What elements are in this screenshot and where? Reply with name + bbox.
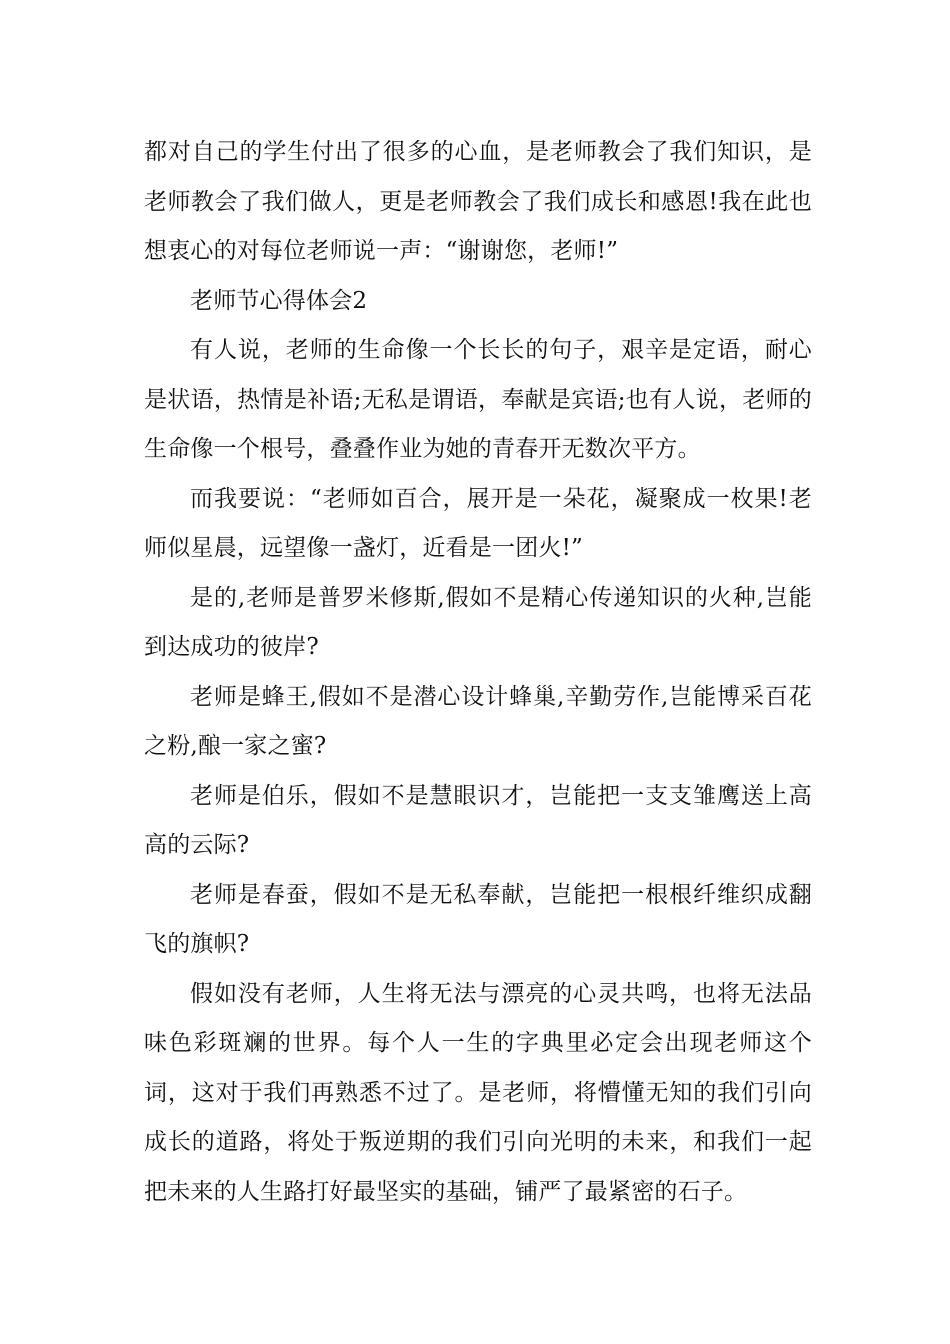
section-heading: 老师节心得体会2 [190, 287, 368, 314]
document-body [144, 128, 812, 1217]
paragraph-8: 假如没有老师，人生将无法与漂亮的心灵共鸣，也将无法品味色彩斑斓的世界。每个人一生的字典里必定会出现老师这个词，这对于我们再熟悉不过了。是老师，将懵懂无知的我们引向成长的道路，将处于叛逆期的我们引向光明的未来，和我们一起把未来的人生路打好最坚实的基础，铺严了最紧密的石子。 [144, 980, 812, 1205]
paragraph-4: 是的,老师是普罗米修斯,假如不是精心传递知识的火种,岂能到达成功的彼岸? [144, 584, 812, 660]
paragraph-6: 老师是伯乐，假如不是慧眼识才，岂能把一支支雏鹰送上高高的云际? [144, 782, 812, 858]
paragraph-7: 老师是春蚕，假如不是无私奉献，岂能把一根根纤维织成翻飞的旗帜? [144, 881, 812, 957]
paragraph-1: 都对自己的学生付出了很多的心血，是老师教会了我们知识，是老师教会了我们做人，更是老师教会了我们成长和感恩!我在此也想衷心的对每位老师说一声：“谢谢您，老师!” [144, 139, 812, 264]
paragraph-2: 有人说，老师的生命像一个长长的句子，艰辛是定语，耐心是状语，热情是补语;无私是谓语，奉献是宾语;也有人说，老师的生命像一个根号，叠叠作业为她的青春开无数次平方。 [144, 337, 812, 462]
paragraph-3: 而我要说：“老师如百合，展开是一朵花，凝聚成一枚果!老师似星晨，远望像一盏灯，近看是一团火!” [144, 485, 812, 561]
paragraph-5: 老师是蜂王,假如不是潜心设计蜂巢,辛勤劳作,岂能博采百花之粉,酿一家之蜜? [144, 683, 812, 759]
